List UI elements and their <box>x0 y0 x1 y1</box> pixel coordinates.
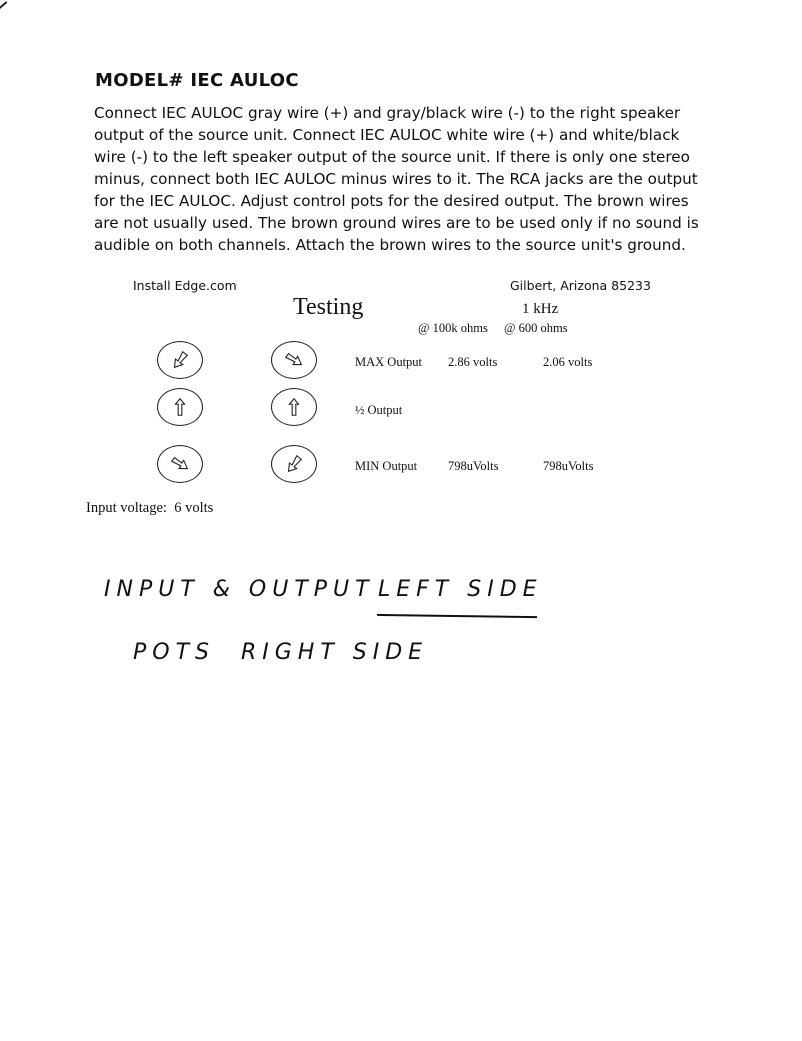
row-label-min: MIN Output <box>355 459 418 473</box>
value-max-600: 2.06 volts <box>543 355 593 369</box>
knob-left-half <box>157 388 203 426</box>
knob-right-half <box>271 388 317 426</box>
value-min-600: 798uVolts <box>543 459 594 473</box>
handwritten-left-side: LEFT SIDE <box>378 577 543 602</box>
knob-left-min <box>157 445 203 483</box>
row-label-max: MAX Output <box>355 355 423 369</box>
knob-right-min <box>271 445 317 483</box>
arrow-up-icon <box>169 396 191 418</box>
frequency-label: 1 kHz <box>522 301 559 317</box>
scan-corner-mark <box>0 1 7 12</box>
model-title: MODEL# IEC AULOC <box>95 70 299 91</box>
handwritten-underline <box>377 614 537 618</box>
company-name: Install Edge.com <box>133 278 237 293</box>
paragraph-line: are not usually used. The brown ground wires are to be used only if no sound is <box>94 214 699 232</box>
paragraph-line: for the IEC AULOC. Adjust control pots for the desired output. The brown wires <box>94 192 689 210</box>
testing-heading: Testing <box>293 294 364 320</box>
column-100k-ohms: @ 100k ohms <box>418 321 488 335</box>
row-label-half: ½ Output <box>355 403 403 417</box>
paragraph-line: wire (-) to the left speaker output of the source unit. If there is only one stereo <box>94 148 690 166</box>
handwritten-pots-right-side: POTS RIGHT SIDE <box>133 640 429 665</box>
paragraph-line: minus, connect both IEC AULOC minus wires to it. The RCA jacks are the output <box>94 170 698 188</box>
value-min-100k: 798uVolts <box>448 459 499 473</box>
company-location: Gilbert, Arizona 85233 <box>510 278 651 293</box>
knob-left-max <box>157 341 203 379</box>
paragraph-line: output of the source unit. Connect IEC AULOC white wire (+) and white/black <box>94 126 680 144</box>
arrow-down-left-icon <box>169 349 191 371</box>
handwritten-input-output: INPUT & OUTPUT <box>104 577 375 602</box>
value-max-100k: 2.86 volts <box>448 355 498 369</box>
arrow-down-right-icon <box>283 349 305 371</box>
arrow-down-right-icon <box>169 453 191 475</box>
instructions-paragraph <box>94 102 704 256</box>
paragraph-line: audible on both channels. Attach the brown wires to the source unit's ground. <box>94 236 686 254</box>
arrow-down-left-icon <box>283 453 305 475</box>
input-voltage: Input voltage: 6 volts <box>86 500 214 516</box>
knob-right-max <box>271 341 317 379</box>
column-600-ohms: @ 600 ohms <box>504 321 568 335</box>
arrow-up-icon <box>283 396 305 418</box>
paragraph-line: Connect IEC AULOC gray wire (+) and gray/black wire (-) to the right speaker <box>94 104 681 122</box>
